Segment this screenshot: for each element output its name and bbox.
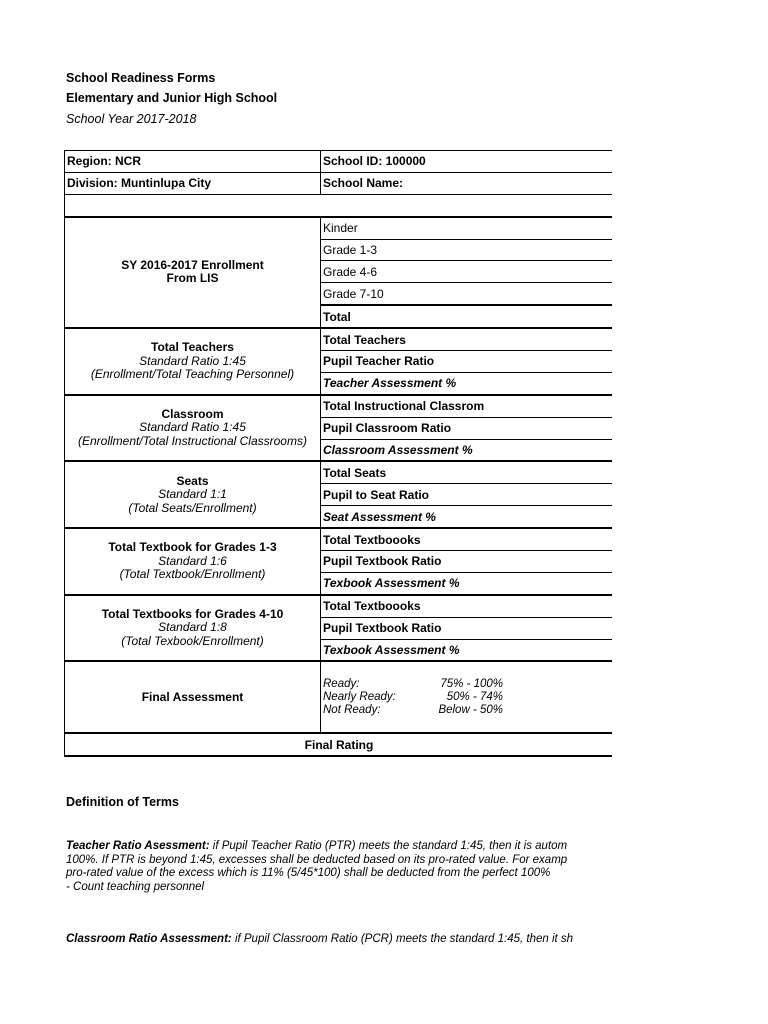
- teachers-formula: (Enrollment/Total Teaching Personnel): [90, 367, 295, 382]
- row-total-classrooms: Total Instructional Classrom: [321, 395, 613, 417]
- teachers-title: Total Teachers: [151, 340, 234, 355]
- row-total-textbooks-4-10: Total Textboooks: [321, 595, 613, 617]
- legend-nearly-ready: [323, 691, 611, 704]
- region-cell: Region: NCR: [65, 151, 321, 173]
- row-seat-assessment: Seat Assessment %: [321, 506, 613, 528]
- enrollment-source: From LIS: [166, 271, 219, 286]
- teacher-ratio-definition: [66, 840, 567, 894]
- row-grade-4-6: Grade 4-6: [321, 261, 613, 283]
- definition-text: if Pupil Classroom Ratio (PCR) meets the standard 1:45, then it sh: [231, 933, 574, 945]
- textbook-4-10-section: [65, 595, 321, 662]
- textbook-4-10-formula: (Total Texbook/Enrollment): [121, 633, 264, 648]
- legend-range: 75% - 100%: [440, 677, 503, 690]
- final-rating-row: Final Rating: [65, 733, 613, 756]
- row-total-teachers: Total Teachers: [321, 328, 613, 350]
- textbook-1-3-standard: Standard 1:6: [158, 553, 227, 568]
- definition-text: if Pupil Teacher Ratio (PTR) meets the standard 1:45, then it is autom: [209, 840, 568, 852]
- row-kinder: Kinder: [321, 217, 613, 239]
- school-id-cell: School ID: 100000: [321, 151, 613, 173]
- legend-range: Below - 50%: [438, 703, 503, 716]
- school-name-cell: School Name:: [321, 172, 613, 194]
- row-total: Total: [321, 305, 613, 328]
- legend-not-ready: [323, 704, 611, 717]
- row-pupil-textbook-ratio-4-10: Pupil Textbook Ratio: [321, 617, 613, 639]
- final-assessment-section: [65, 661, 321, 733]
- textbook-1-3-formula: (Total Textbook/Enrollment): [119, 567, 266, 582]
- row-total-textbooks-1-3: Total Textboooks: [321, 528, 613, 550]
- spacer-row: [65, 194, 613, 216]
- legend-label: Not Ready:: [323, 703, 381, 716]
- enrollment-section: [65, 217, 321, 328]
- classroom-term: Classroom Ratio Assessment:: [66, 933, 232, 945]
- legend-ready: [323, 678, 611, 691]
- definition-text: - Count teaching personnel: [66, 880, 205, 893]
- classroom-formula: (Enrollment/Total Instructional Classrooms): [78, 433, 307, 448]
- definition-text: 100%. If PTR is beyond 1:45, excesses shall be deducted based on its pro-rated value. For examp: [66, 853, 568, 866]
- textbook-1-3-title: Total Textbook for Grades 1-3: [108, 540, 277, 555]
- form-subtitle: Elementary and Junior High School: [66, 91, 278, 105]
- legend-label: Nearly Ready:: [323, 690, 396, 703]
- textbook-1-3-section: [65, 528, 321, 595]
- row-pupil-textbook-ratio-1-3: Pupil Textbook Ratio: [321, 551, 613, 573]
- textbook-4-10-title: Total Textbooks for Grades 4-10: [101, 606, 284, 621]
- classroom-section: [65, 395, 321, 462]
- teacher-term: Teacher Ratio Asessment:: [66, 840, 210, 852]
- form-title: School Readiness Forms: [66, 71, 216, 85]
- row-grade-7-10: Grade 7-10: [321, 283, 613, 305]
- row-classroom-assessment: Classroom Assessment %: [321, 439, 613, 461]
- seats-section: [65, 461, 321, 528]
- division-cell: Division: Muntinlupa City: [65, 172, 321, 194]
- definition-text: pro-rated value of the excess which is 11% (5/45*100) shall be deducted from the perfect 100%: [66, 867, 551, 879]
- row-pupil-seat-ratio: Pupil to Seat Ratio: [321, 484, 613, 506]
- teachers-standard: Standard Ratio 1:45: [139, 353, 246, 368]
- final-assessment-title: Final Assessment: [141, 689, 244, 704]
- row-textbook-assessment-1-3: Texbook Assessment %: [321, 572, 613, 594]
- classroom-standard: Standard Ratio 1:45: [139, 420, 246, 435]
- school-year: School Year 2017-2018: [66, 112, 197, 126]
- seats-formula: (Total Seats/Enrollment): [128, 500, 257, 515]
- row-grade-1-3: Grade 1-3: [321, 239, 613, 261]
- definitions-title: Definition of Terms: [66, 795, 179, 809]
- legend-label: Ready:: [323, 677, 360, 690]
- row-pupil-teacher-ratio: Pupil Teacher Ratio: [321, 351, 613, 373]
- row-pupil-classroom-ratio: Pupil Classroom Ratio: [321, 417, 613, 439]
- textbook-4-10-standard: Standard 1:8: [158, 620, 227, 635]
- classroom-title: Classroom: [161, 406, 224, 421]
- enrollment-title: SY 2016-2017 Enrollment: [121, 257, 264, 272]
- legend-range: 50% - 74%: [446, 690, 503, 703]
- row-textbook-assessment-4-10: Texbook Assessment %: [321, 639, 613, 661]
- classroom-ratio-definition: [66, 933, 573, 947]
- row-total-seats: Total Seats: [321, 461, 613, 483]
- rating-legend: [321, 661, 613, 733]
- readiness-table: [64, 150, 612, 757]
- seats-title: Seats: [176, 473, 209, 488]
- seats-standard: Standard 1:1: [158, 487, 227, 502]
- row-teacher-assessment: Teacher Assessment %: [321, 372, 613, 394]
- teachers-section: [65, 328, 321, 395]
